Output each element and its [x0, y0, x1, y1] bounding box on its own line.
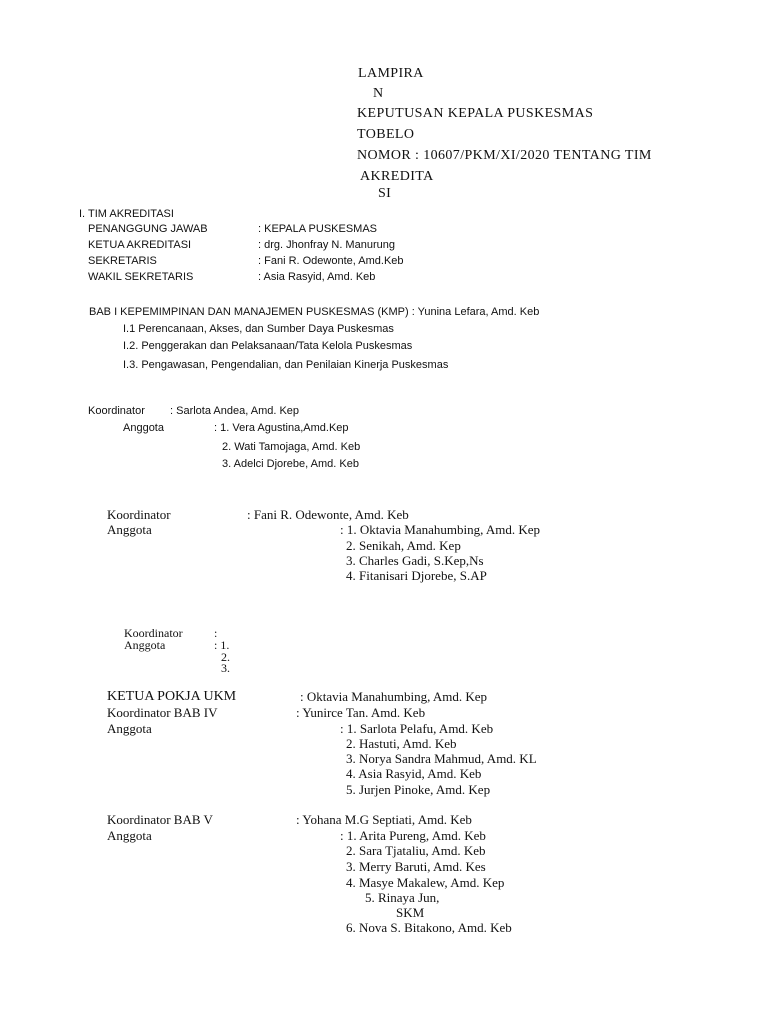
anggota-item: 2. Hastuti, Amd. Keb	[346, 736, 457, 751]
anggota-label: Anggota	[123, 422, 164, 434]
koordinator-bab-5-label: Koordinator BAB V	[107, 812, 213, 827]
anggota-item: 4. Masye Makalew, Amd. Kep	[346, 875, 505, 890]
koordinator-label: Koordinator	[88, 405, 145, 417]
tim-row-label: WAKIL SEKRETARIS	[88, 271, 194, 283]
koordinator-value: :	[214, 626, 218, 640]
koordinator-value: : Fani R. Odewonte, Amd. Keb	[247, 507, 409, 522]
bab-1-item: I.3. Pengawasan, Pengendalian, dan Penilaian Kinerja Puskesmas	[123, 359, 449, 371]
anggota-item: 3. Merry Baruti, Amd. Kes	[346, 859, 486, 874]
header-line-1: LAMPIRA	[358, 66, 424, 81]
header-line-2: N	[373, 86, 384, 101]
anggota-item: 3. Adelci Djorebe, Amd. Keb	[222, 458, 359, 470]
tim-row-value: : KEPALA PUSKESMAS	[258, 223, 378, 235]
anggota-item: 6. Nova S. Bitakono, Amd. Keb	[346, 920, 512, 935]
header-line-6: AKREDITA	[360, 169, 434, 184]
tim-row-value: : Asia Rasyid, Amd. Keb	[258, 271, 376, 283]
anggota-label: Anggota	[107, 522, 152, 537]
tim-row-value: : drg. Jhonfray N. Manurung	[258, 239, 395, 251]
koordinator-label: Koordinator	[124, 626, 183, 640]
anggota-item: : 1. Arita Pureng, Amd. Keb	[340, 828, 486, 843]
anggota-item: 4. Asia Rasyid, Amd. Keb	[346, 766, 482, 781]
anggota-item: : 1. Vera Agustina,Amd.Kep	[214, 422, 349, 434]
tim-row-label: SEKRETARIS	[88, 255, 157, 267]
bab-1-heading: BAB I KEPEMIMPINAN DAN MANAJEMEN PUSKESMAS (KMP) : Yunina Lefara, Amd. Keb	[89, 306, 540, 318]
anggota-item: 2. Wati Tamojaga, Amd. Keb	[222, 441, 361, 453]
koordinator-bab-4-value: : Yunirce Tan. Amd. Keb	[296, 705, 426, 720]
bab-1-item: I.2. Penggerakan dan Pelaksanaan/Tata Kelola Puskesmas	[123, 340, 413, 352]
bab-1-item: I.1 Perencanaan, Akses, dan Sumber Daya Puskesmas	[123, 323, 394, 335]
koordinator-bab-4-label: Koordinator BAB IV	[107, 705, 218, 720]
tim-row-label: KETUA AKREDITASI	[88, 239, 192, 251]
anggota-label: Anggota	[107, 721, 152, 736]
anggota-item: 2. Senikah, Amd. Kep	[346, 538, 461, 553]
anggota-item: 5. Jurjen Pinoke, Amd. Kep	[346, 782, 491, 797]
anggota-item: : 1.	[214, 638, 230, 652]
ketua-pokja-value: : Oktavia Manahumbing, Amd. Kep	[300, 689, 488, 704]
anggota-item: 3. Norya Sandra Mahmud, Amd. KL	[346, 751, 537, 766]
anggota-item: 4. Fitanisari Djorebe, S.AP	[346, 568, 487, 583]
header-line-5: NOMOR : 10607/PKM/XI/2020 TENTANG TIM	[357, 148, 652, 163]
anggota-item: 3. Charles Gadi, S.Kep,Ns	[346, 553, 484, 568]
tim-row-value: : Fani R. Odewonte, Amd.Keb	[258, 255, 404, 267]
header-line-3: KEPUTUSAN KEPALA PUSKESMAS	[357, 106, 594, 121]
tim-row-label: PENANGGUNG JAWAB	[88, 223, 208, 235]
anggota-item: : 1. Sarlota Pelafu, Amd. Keb	[340, 721, 494, 736]
koordinator-value: : Sarlota Andea, Amd. Kep	[170, 405, 300, 417]
header-line-7: SI	[378, 186, 392, 201]
koordinator-label: Koordinator	[107, 507, 171, 522]
header-line-4: TOBELO	[357, 127, 415, 142]
tim-heading: I. TIM AKREDITASI	[79, 208, 174, 220]
koordinator-bab-5-value: : Yohana M.G Septiati, Amd. Keb	[296, 812, 472, 827]
anggota-item: 2. Sara Tjataliu, Amd. Keb	[346, 843, 486, 858]
anggota-item-continued: SKM	[396, 905, 425, 920]
anggota-item: : 1. Oktavia Manahumbing, Amd. Kep	[340, 522, 541, 537]
anggota-item: 3.	[221, 661, 230, 675]
anggota-item: 2.	[221, 650, 230, 664]
anggota-label: Anggota	[124, 638, 166, 652]
anggota-label: Anggota	[107, 828, 152, 843]
anggota-item: 5. Rinaya Jun,	[365, 890, 440, 905]
ketua-pokja-label: KETUA POKJA UKM	[107, 689, 237, 704]
